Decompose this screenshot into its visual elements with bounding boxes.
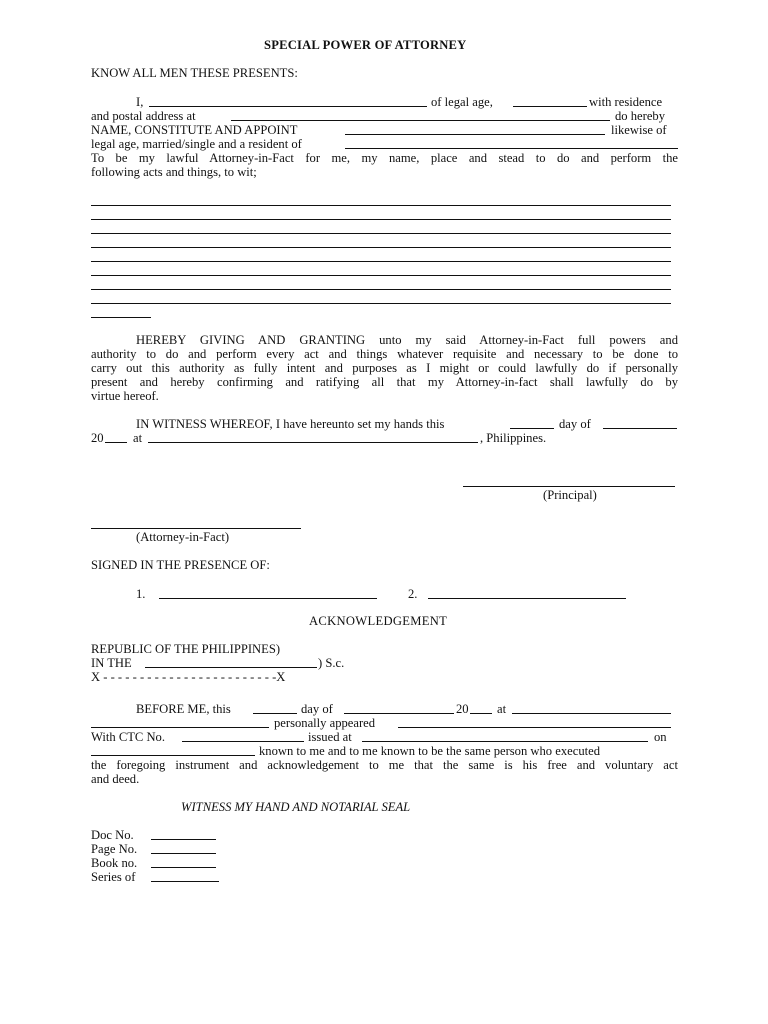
x-divider: X - - - - - - - - - - - - - - - - - - - - - - - -X xyxy=(91,670,286,684)
personally-appeared: personally appeared xyxy=(274,716,376,730)
witness-place-blank xyxy=(148,442,478,443)
p1-line2-end: do hereby xyxy=(615,109,666,123)
appeared-name-blank-2 xyxy=(398,727,671,728)
issued-date-blank xyxy=(91,755,255,756)
document-title: SPECIAL POWER OF ATTORNEY xyxy=(264,38,467,52)
acts-line xyxy=(91,205,671,206)
before-day-of: day of xyxy=(301,702,333,716)
acts-line-short xyxy=(91,317,151,318)
witness-year-blank xyxy=(105,442,127,443)
signed-presence-heading: SIGNED IN THE PRESENCE OF: xyxy=(91,558,270,572)
attorney-residence-blank xyxy=(345,148,678,149)
p1-line2-start: and postal address at xyxy=(91,109,196,123)
before-year-prefix: 20 xyxy=(456,702,469,716)
before-day-blank xyxy=(253,713,297,714)
issued-place-blank xyxy=(362,741,648,742)
p1-line4-start: legal age, married/single and a resident of xyxy=(91,137,302,151)
attorney-name-blank xyxy=(345,134,605,135)
p2-line3: carry out this authority as fully intent and purposes as I might or could lawfully do if personally xyxy=(91,361,678,375)
acts-line xyxy=(91,219,671,220)
p1-line1-mid: of legal age, xyxy=(431,95,493,109)
acts-line xyxy=(91,247,671,248)
in-the-blank xyxy=(145,667,317,668)
attorney-label: (Attorney-in-Fact) xyxy=(136,530,230,544)
before-year-blank xyxy=(470,713,492,714)
witness-philippines: , Philippines. xyxy=(480,431,547,445)
address-blank xyxy=(231,120,610,121)
in-the-suffix: ) S.c. xyxy=(318,656,345,670)
p1-line3-start: NAME, CONSTITUTE AND APPOINT xyxy=(91,123,298,137)
p2-line1: HEREBY GIVING AND GRANTING unto my said Attorney-in-Fact full powers and xyxy=(136,333,678,347)
acts-line xyxy=(91,233,671,234)
witness-line1-mid: day of xyxy=(559,417,591,431)
before-line1-start: BEFORE ME, this xyxy=(136,702,231,716)
p1-line1-end: with residence xyxy=(589,95,663,109)
page-no-label: Page No. xyxy=(91,842,138,856)
book-no-label: Book no. xyxy=(91,856,138,870)
ctc-label: With CTC No. xyxy=(91,730,166,744)
ctc-number-blank xyxy=(182,741,304,742)
series-of-label: Series of xyxy=(91,870,136,884)
witness-month-blank xyxy=(603,428,677,429)
republic-line: REPUBLIC OF THE PHILIPPINES) xyxy=(91,642,281,656)
acknowledgement-title: ACKNOWLEDGEMENT xyxy=(309,614,448,628)
principal-label: (Principal) xyxy=(543,488,597,502)
witness-1-line[interactable] xyxy=(159,598,377,599)
p1-line1-start: I, xyxy=(136,95,144,109)
principal-signature-line[interactable] xyxy=(463,486,675,487)
series-of-blank xyxy=(151,881,219,882)
before-at: at xyxy=(497,702,507,716)
doc-no-label: Doc No. xyxy=(91,828,134,842)
acts-line xyxy=(91,289,671,290)
notarial-seal-line: WITNESS MY HAND AND NOTARIAL SEAL xyxy=(181,800,411,814)
before-line5: the foregoing instrument and acknowledgement to me that the same is his free and voluntary act xyxy=(91,758,678,772)
principal-name-blank xyxy=(149,106,427,107)
doc-no-blank xyxy=(151,839,216,840)
p2-line2: authority to do and perform every act and things whatever requisite and necessary to be done to xyxy=(91,347,678,361)
before-line4: known to me and to me known to be the same person who executed xyxy=(259,744,600,758)
acts-line xyxy=(91,275,671,276)
witness-2-line[interactable] xyxy=(428,598,626,599)
witness-1-number: 1. xyxy=(136,587,146,601)
issued-at: issued at xyxy=(308,730,352,744)
in-the-prefix: IN THE xyxy=(91,656,132,670)
issued-on: on xyxy=(654,730,667,744)
before-month-blank xyxy=(344,713,454,714)
book-no-blank xyxy=(151,867,216,868)
witness-2-number: 2. xyxy=(408,587,418,601)
acts-line xyxy=(91,303,671,304)
acts-line xyxy=(91,261,671,262)
p2-line5: virtue hereof. xyxy=(91,389,159,403)
appeared-name-blank xyxy=(91,727,269,728)
attorney-signature-line[interactable] xyxy=(91,528,301,529)
p1-line5: To be my lawful Attorney-in-Fact for me, my name, place and stead to do and perform the xyxy=(91,151,678,165)
page-no-blank xyxy=(151,853,216,854)
witness-line1-start: IN WITNESS WHEREOF, I have hereunto set my hands this xyxy=(136,417,445,431)
p2-line4: present and hereby confirming and ratifying all that my Attorney-in-fact shall lawfully do by xyxy=(91,375,678,389)
witness-at: at xyxy=(133,431,143,445)
before-place-blank xyxy=(512,713,671,714)
citizenship-blank xyxy=(513,106,587,107)
witness-day-blank xyxy=(510,428,554,429)
p1-line3-end: likewise of xyxy=(611,123,667,137)
witness-year-prefix: 20 xyxy=(91,431,104,445)
know-all-heading: KNOW ALL MEN THESE PRESENTS: xyxy=(91,66,298,80)
before-line6: and deed. xyxy=(91,772,140,786)
p1-line6: following acts and things, to wit; xyxy=(91,165,257,179)
